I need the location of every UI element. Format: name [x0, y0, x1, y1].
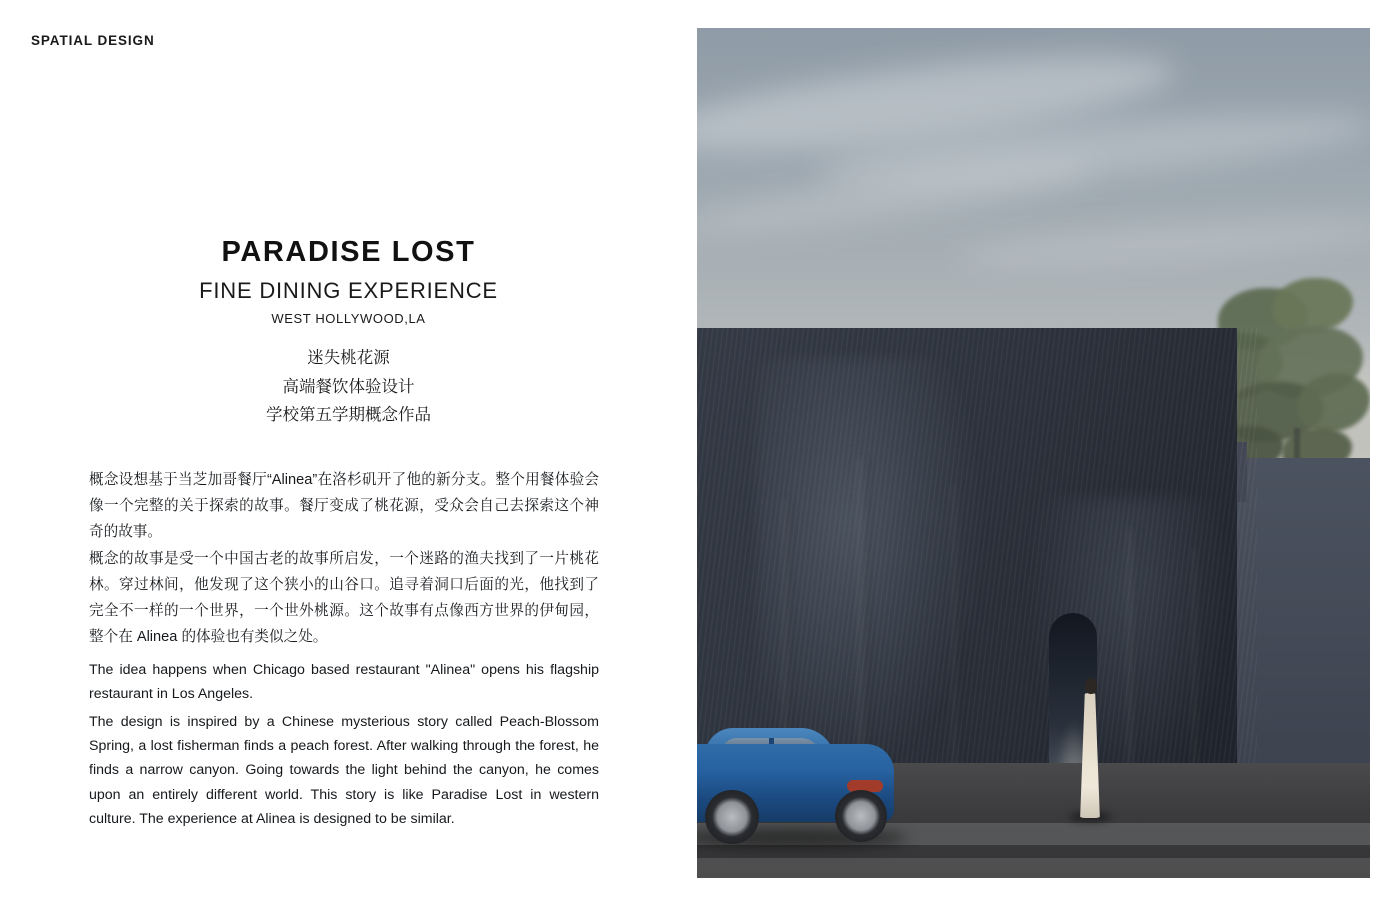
- paragraph-chinese-2: 概念的故事是受一个中国古老的故事所启发，一个迷路的渔夫找到了一片桃花林。穿过林间，他发现了这个狭小的山谷口。追寻着洞口后面的光，他找到了完全不一样的一个世界，一个世外桃源。这个故事有点像西方世界的伊甸园，整个在 Alinea 的体验也有类似之处。: [89, 550, 599, 645]
- title-chinese-line-2: 高端餐饮体验设计: [282, 377, 415, 396]
- page-title: PARADISE LOST: [221, 236, 476, 268]
- wall-fold: [1192, 548, 1201, 798]
- text-column: [0, 0, 697, 906]
- architectural-render-image: [697, 28, 1370, 878]
- description-body: [89, 468, 599, 832]
- wall-fold: [952, 483, 961, 803]
- pavement-strip: [697, 858, 1370, 878]
- paragraph-english-2: The design is inspired by a Chinese mysterious story called Peach-Blossom Spring, a lost fisherman finds a peach forest. After walking through the forest, he finds a narrow canyon. Going towards the light behind the canyon, he comes upon an entirely different world. This story is like Paradise Lost in western culture. The experience at Alinea is designed to be similar.: [89, 713, 599, 828]
- brand-tag: SPATIAL DESIGN: [31, 33, 155, 48]
- wall-fold: [1127, 528, 1139, 798]
- project-location: WEST HOLLYWOOD,LA: [271, 310, 426, 326]
- title-block: [0, 236, 697, 430]
- title-chinese-block: [0, 344, 697, 431]
- paragraph-english-1: The idea happens when Chicago based restaurant "Alinea" opens his flagship restaurant in Los Angeles.: [89, 661, 599, 703]
- page-subtitle: FINE DINING EXPERIENCE: [199, 278, 498, 304]
- paragraph-chinese-1: 概念设想基于当芝加哥餐厅“Alinea”在洛杉矶开了他的新分支。整个用餐体验会像一个完整的关于探索的故事。餐厅变成了桃花源，受众会自己去探索这个神奇的故事。: [89, 472, 599, 540]
- figure-head: [1085, 678, 1097, 694]
- title-chinese-line-1: 迷失桃花源: [307, 348, 390, 367]
- title-chinese-line-3: 学校第五学期概念作品: [266, 406, 431, 425]
- car-wheel: [835, 790, 887, 842]
- car-wheel: [705, 790, 759, 844]
